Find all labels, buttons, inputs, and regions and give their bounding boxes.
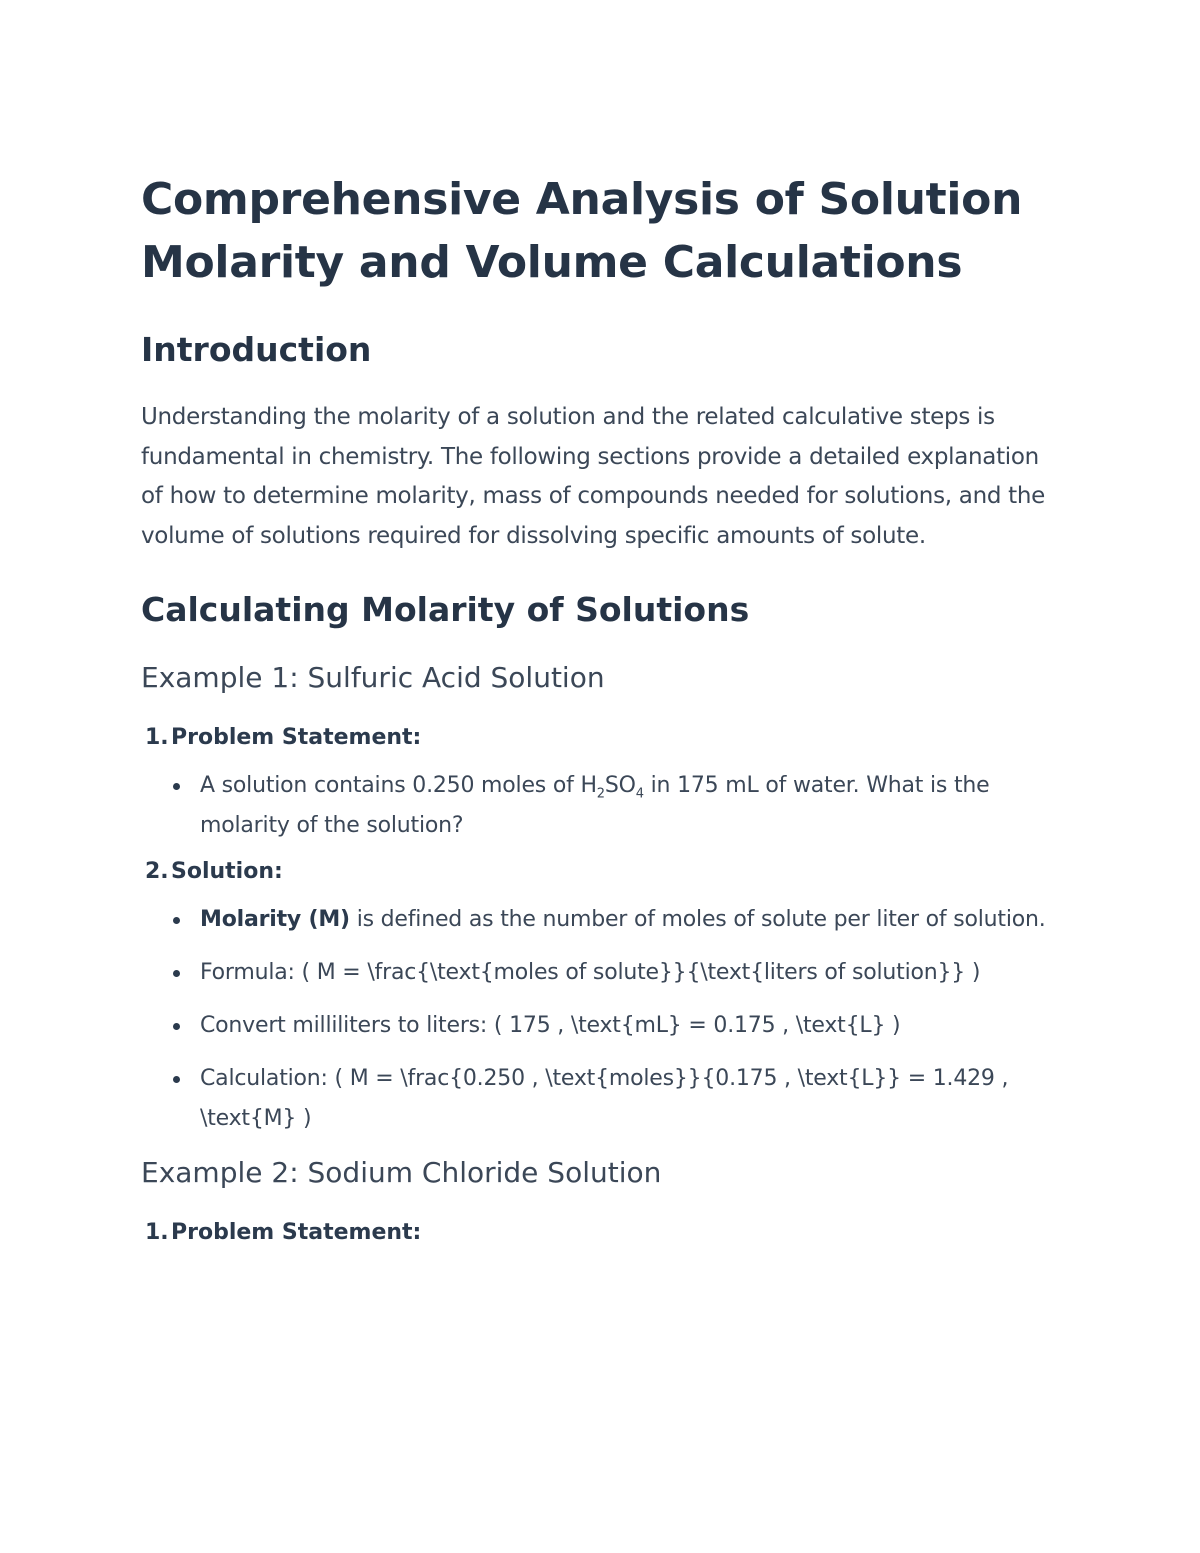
bullet-icon xyxy=(173,917,180,924)
document-page xyxy=(141,168,1061,1251)
list-item: Molarity (M) is defined as the number of moles of solute per liter of solution. xyxy=(200,900,1061,940)
step-label: Problem Statement: xyxy=(171,725,422,750)
document-title: Comprehensive Analysis of Solution Molarity and Volume Calculations xyxy=(141,174,1023,288)
bullet-icon xyxy=(173,1023,180,1030)
bullet-icon xyxy=(173,970,180,977)
example-1-step-2 xyxy=(141,854,1061,890)
step-number: 1. xyxy=(145,725,169,750)
list-item: Calculation: ( M = \frac{0.250 , \text{moles}}{0.175 , \text{L}} = 1.429 , \text{M} ) xyxy=(200,1059,1061,1139)
section-heading-molarity: Calculating Molarity of Solutions xyxy=(141,590,750,629)
bullet-icon xyxy=(173,1076,180,1083)
list-item: Convert milliliters to liters: ( 175 , \text{mL} = 0.175 , \text{L} ) xyxy=(200,1006,1061,1046)
bullet-icon xyxy=(173,783,180,790)
example-2-step-1 xyxy=(141,1215,1061,1251)
list-item: A solution contains 0.250 moles of $H_2SO_4$ in 175 mL of water. What is the molarity of the solution? xyxy=(200,766,1061,846)
step-number: 2. xyxy=(145,859,169,884)
step-label: Problem Statement: xyxy=(171,1220,422,1245)
list-item: Formula: ( M = \frac{\text{moles of solute}}{\text{liters of solution}} ) xyxy=(200,953,1061,993)
introduction-heading: Introduction xyxy=(141,330,372,369)
example-1-heading: Example 1: Sulfuric Acid Solution xyxy=(141,661,605,694)
example-1-problem-list xyxy=(141,766,1061,846)
example-1-step-1 xyxy=(141,720,1061,756)
step-number: 1. xyxy=(145,1220,169,1245)
introduction-paragraph: Understanding the molarity of a solution and the related calculative steps is fundamental in chemistry. The following sections provide a detailed explanation of how to determine molarity, mass of compounds needed for solutions, and the volume of solutions required for dissolving specific amounts of solute. xyxy=(141,404,1045,549)
example-2-heading: Example 2: Sodium Chloride Solution xyxy=(141,1156,662,1189)
step-label: Solution: xyxy=(171,859,283,884)
term-bold: Molarity (M) xyxy=(200,907,350,932)
example-1-solution-list xyxy=(141,900,1061,1139)
